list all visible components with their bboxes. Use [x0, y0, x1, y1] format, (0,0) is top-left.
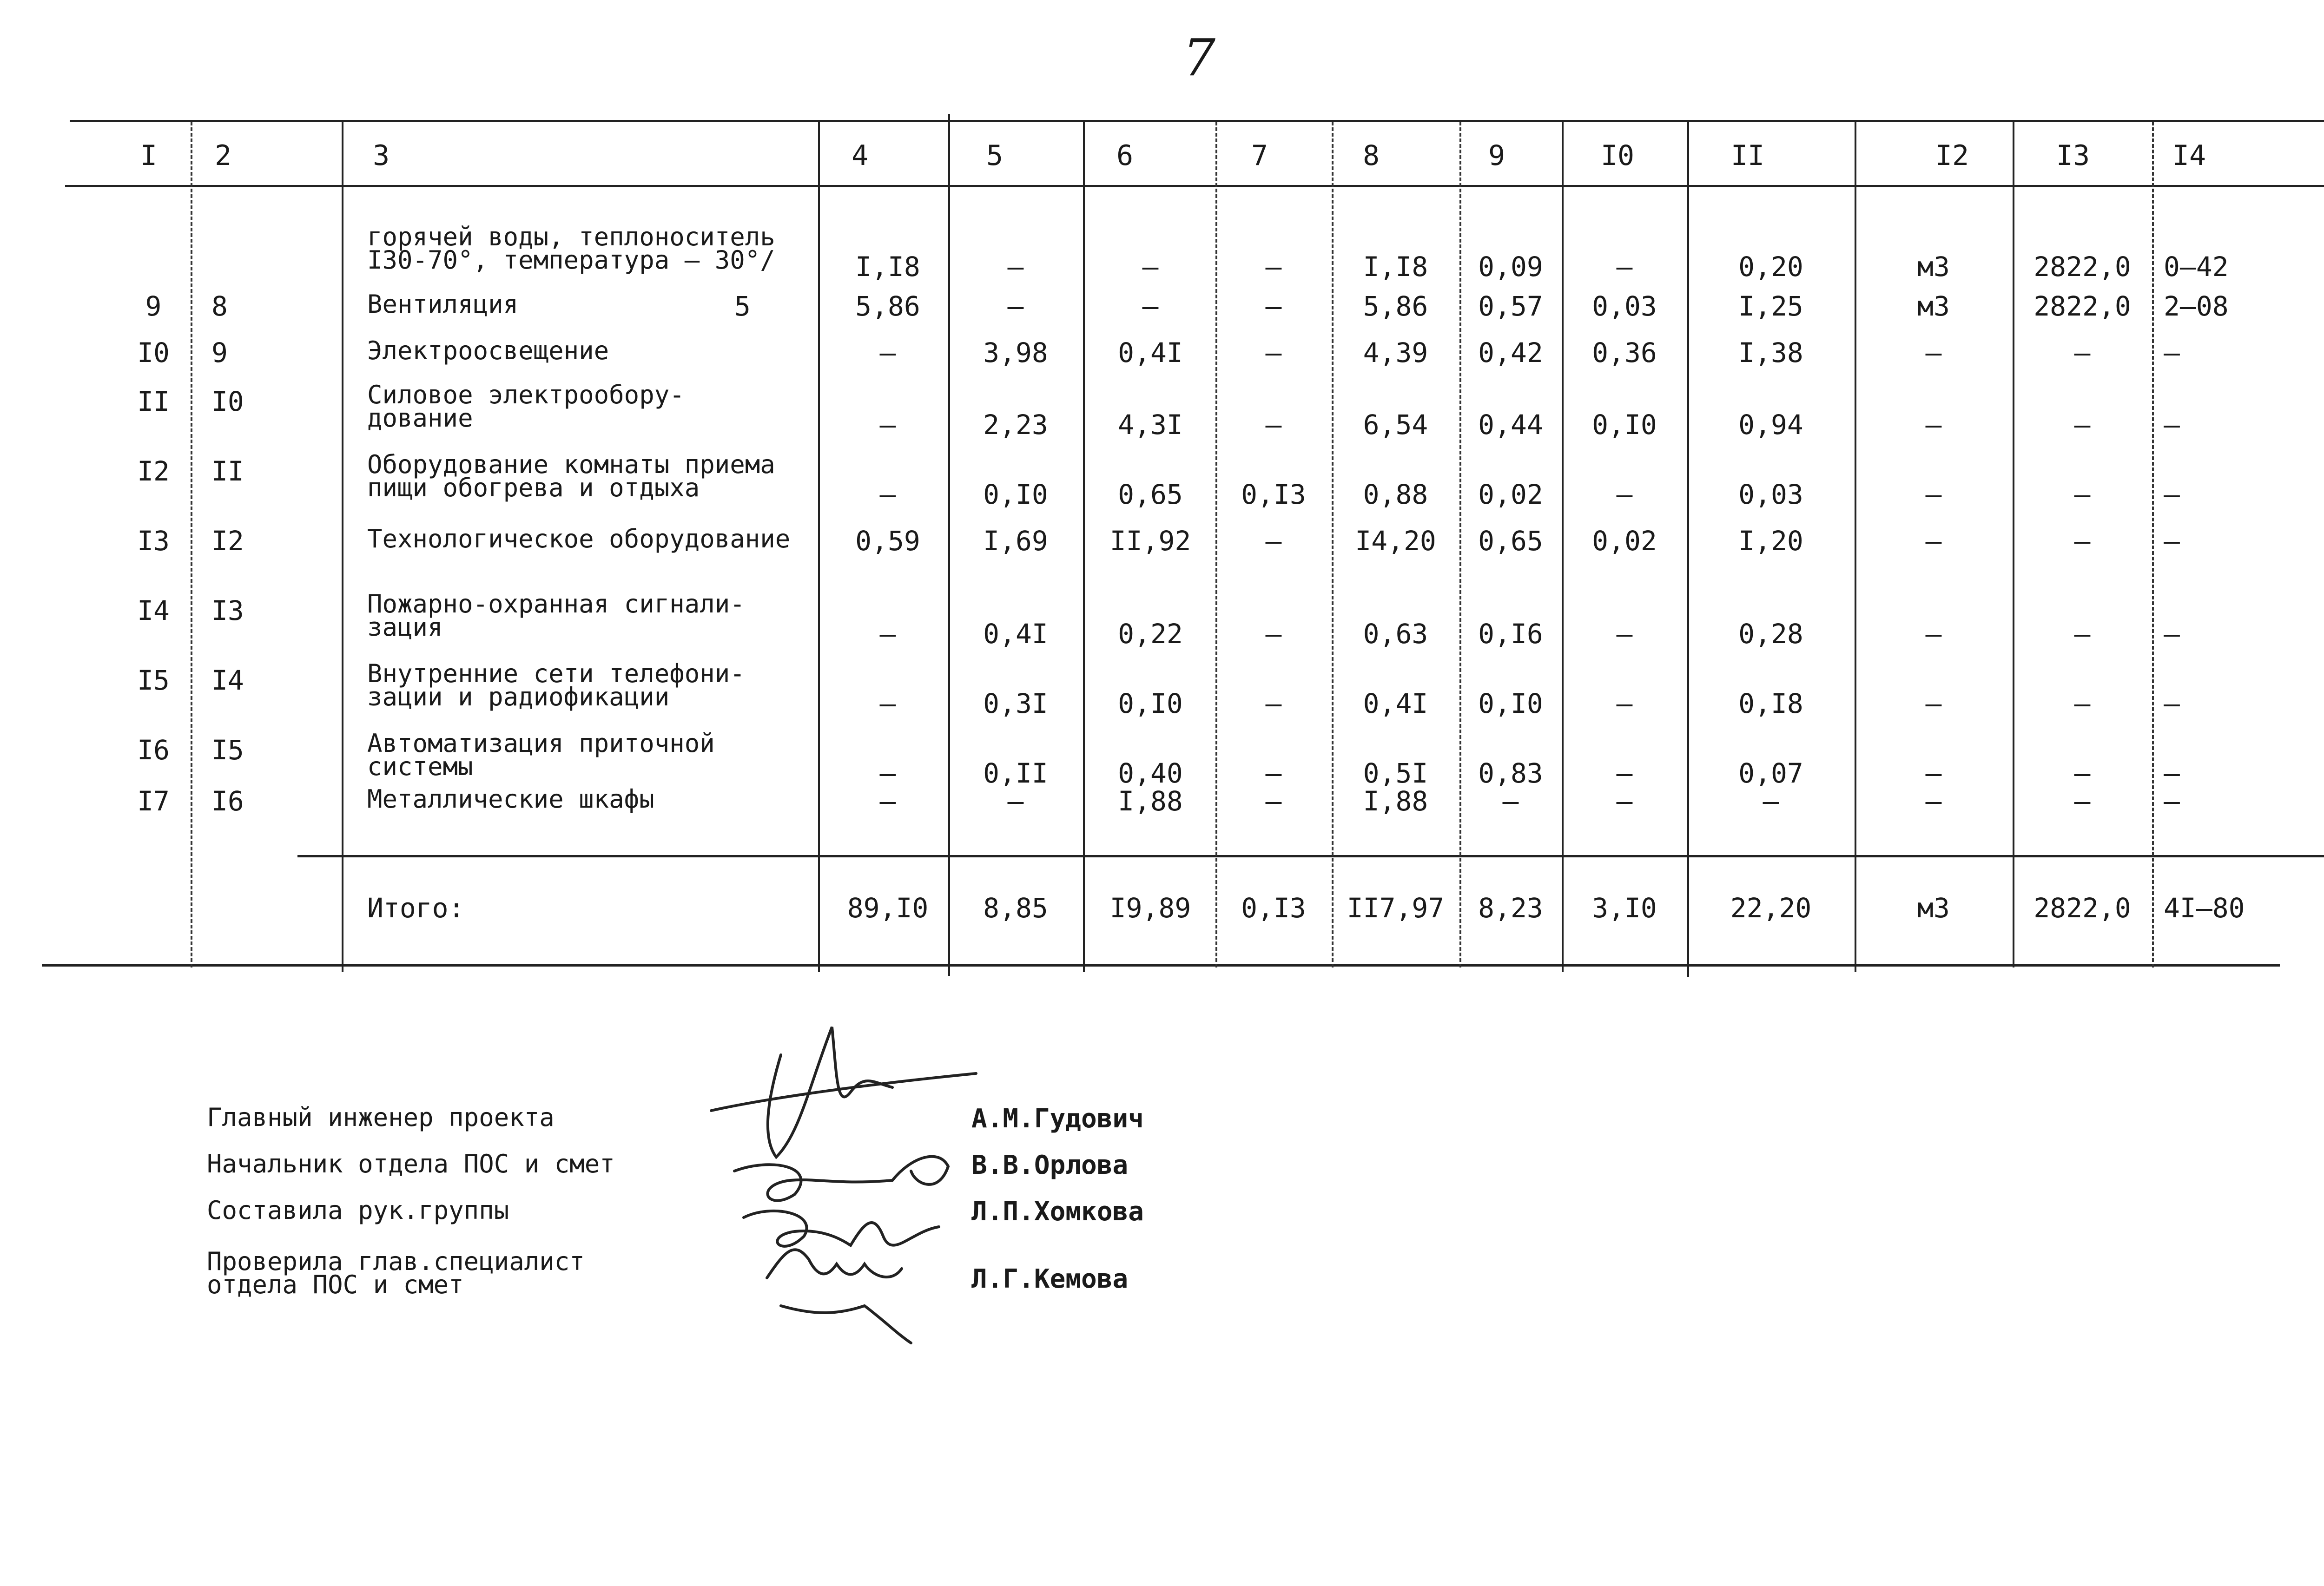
total-label: Итого: — [367, 892, 465, 924]
row-number: I7 — [137, 785, 170, 817]
table-bottom-rule — [42, 964, 2280, 967]
total-cell: 4I–80 — [2164, 892, 2245, 924]
col-divider — [342, 122, 343, 972]
row-code: II — [211, 455, 244, 487]
row-number: II — [137, 386, 170, 417]
header-cell: 7 — [1251, 139, 1268, 172]
description-line: дование — [367, 403, 473, 433]
table-cell: I,88 — [1118, 785, 1183, 817]
header-cell: 5 — [986, 139, 1004, 172]
table-cell: – — [1142, 290, 1159, 322]
header-cell: 3 — [372, 139, 390, 172]
row-code: 9 — [211, 337, 228, 369]
table-cell: – — [1925, 688, 1942, 719]
description-line: Металлические шкафы — [367, 784, 654, 814]
table-cell: I,69 — [983, 525, 1048, 557]
header-cell: I — [140, 139, 158, 172]
page-number: 7 — [1183, 28, 1215, 87]
signatory-title — [207, 1247, 585, 1299]
table-cell: – — [1007, 290, 1024, 322]
table-cell: 0,36 — [1592, 337, 1657, 369]
row-number: I3 — [137, 525, 170, 557]
header-cell: I2 — [1935, 139, 1969, 172]
signatory-name: Л.П.Хомкова — [971, 1197, 1144, 1227]
table-cell: – — [1925, 479, 1942, 510]
description-line: Пожарно-охранная сигнали- — [367, 589, 745, 619]
description-line: горячей воды, теплоноситель — [367, 222, 775, 251]
table-cell: – — [1265, 409, 1282, 441]
table-cell: – — [1616, 688, 1633, 719]
table-cell: 0,4I — [983, 618, 1048, 650]
row-description — [367, 784, 654, 814]
row-description — [367, 336, 609, 365]
table-cell: – — [1925, 409, 1942, 441]
table-cell: – — [1925, 618, 1942, 650]
signatory-title — [207, 1149, 615, 1178]
table-cell: 0,40 — [1118, 757, 1183, 789]
table-cell: – — [2164, 525, 2180, 557]
table-cell: 0,20 — [1738, 251, 1803, 283]
table-cell: 0,28 — [1738, 618, 1803, 650]
table-cell: II,92 — [1109, 525, 1191, 557]
table-cell: – — [2074, 688, 2091, 719]
table-cell: – — [1616, 618, 1633, 650]
signatory-title-line: отдела ПОС и смет — [207, 1270, 464, 1299]
col-divider — [818, 122, 820, 972]
table-cell: 4,3I — [1118, 409, 1183, 441]
table-cell: 0,I8 — [1738, 688, 1803, 719]
table-cell: 2822,0 — [2034, 251, 2131, 283]
row-description — [367, 524, 791, 553]
table-cell: м3 — [1917, 290, 1950, 322]
signatory-name: В.В.Орлова — [971, 1150, 1129, 1180]
signatory-title — [207, 1196, 509, 1225]
total-cell: 0,I3 — [1241, 892, 1306, 924]
table-cell: – — [2074, 479, 2091, 510]
table-cell: – — [2164, 479, 2180, 510]
table-cell: – — [1265, 251, 1282, 283]
signatory-title — [207, 1103, 555, 1132]
table-cell: – — [879, 785, 896, 817]
header-cell: I4 — [2172, 139, 2206, 172]
row-number: I2 — [137, 455, 170, 487]
signatory-title-line: Проверила глав.специалист — [207, 1247, 585, 1276]
table-cell: 2–08 — [2164, 290, 2229, 322]
table-cell: 0,42 — [1478, 337, 1543, 369]
row-code: I4 — [211, 665, 244, 696]
header-cell: 2 — [214, 139, 232, 172]
table-cell: – — [1925, 785, 1942, 817]
table-cell: – — [2164, 785, 2180, 817]
description-line: I30-70°, температура – 30°/ — [367, 245, 775, 275]
table-cell: м3 — [1917, 251, 1950, 283]
total-cell: II7,97 — [1347, 892, 1445, 924]
table-cell: 0,I6 — [1478, 618, 1543, 650]
table-cell: 0,65 — [1478, 525, 1543, 557]
table-cell: 0,II — [983, 757, 1048, 789]
row-extra: 5 — [734, 290, 751, 322]
signatory-title-line: Начальник отдела ПОС и смет — [207, 1149, 615, 1178]
table-cell: – — [1616, 251, 1633, 283]
signatory-title-line: Составила рук.группы — [207, 1196, 509, 1225]
description-line: Электроосвещение — [367, 336, 609, 365]
table-cell: 0,83 — [1478, 757, 1543, 789]
table-cell: I4,20 — [1355, 525, 1436, 557]
col-divider — [191, 122, 192, 967]
table-cell: – — [1925, 525, 1942, 557]
handwritten-signatures — [697, 1018, 985, 1352]
signatory-name: Л.Г.Кемова — [971, 1264, 1129, 1294]
table-cell: – — [1265, 785, 1282, 817]
total-cell: м3 — [1917, 892, 1950, 924]
table-cell: – — [879, 757, 896, 789]
table-cell: – — [1265, 688, 1282, 719]
table-cell: I,88 — [1363, 785, 1428, 817]
table-cell: – — [1007, 785, 1024, 817]
row-code: I5 — [211, 734, 244, 766]
row-description — [367, 380, 685, 433]
table-cell: 0,63 — [1363, 618, 1428, 650]
table-cell: – — [2074, 785, 2091, 817]
table-cell: – — [879, 479, 896, 510]
row-number: I5 — [137, 665, 170, 696]
table-cell: 0,44 — [1478, 409, 1543, 441]
table-cell: I,20 — [1738, 525, 1803, 557]
row-code: 8 — [211, 290, 228, 322]
table-cell: 5,86 — [855, 290, 920, 322]
table-cell: – — [1616, 479, 1633, 510]
table-cell: 0,4I — [1118, 337, 1183, 369]
table-cell: 0,65 — [1118, 479, 1183, 510]
description-line: Автоматизация приточной — [367, 729, 715, 758]
table-cell: 0,I3 — [1241, 479, 1306, 510]
table-cell: 3,98 — [983, 337, 1048, 369]
table-cell: 0,4I — [1363, 688, 1428, 719]
table-cell: 0,94 — [1738, 409, 1803, 441]
table-cell: 6,54 — [1363, 409, 1428, 441]
table-cell: – — [1265, 525, 1282, 557]
total-cell: 8,85 — [983, 892, 1048, 924]
table-cell: 2822,0 — [2034, 290, 2131, 322]
table-cell: 0,09 — [1478, 251, 1543, 283]
row-code: I6 — [211, 785, 244, 817]
total-cell: 2822,0 — [2034, 892, 2131, 924]
description-line: Вентиляция — [367, 290, 519, 319]
table-cell: – — [879, 618, 896, 650]
description-line: Силовое электрообору- — [367, 380, 685, 409]
table-cell: – — [1616, 785, 1633, 817]
row-description — [367, 222, 775, 275]
table-cell: – — [2164, 337, 2180, 369]
row-description — [367, 659, 745, 711]
table-cell: 2,23 — [983, 409, 1048, 441]
header-cell: II — [1730, 139, 1765, 172]
table-cell: 0,I0 — [1592, 409, 1657, 441]
table-cell: I,I8 — [855, 251, 920, 283]
signatory-title-line: Главный инженер проекта — [207, 1103, 555, 1132]
table-cell: – — [1925, 757, 1942, 789]
table-cell: – — [1007, 251, 1024, 283]
row-number: 9 — [145, 290, 162, 322]
row-description — [367, 290, 519, 319]
table-cell: 0,22 — [1118, 618, 1183, 650]
total-top-rule — [297, 855, 2324, 857]
row-code: I2 — [211, 525, 244, 557]
total-cell: 22,20 — [1730, 892, 1812, 924]
table-cell: – — [1265, 337, 1282, 369]
table-cell: I,I8 — [1363, 251, 1428, 283]
table-cell: 0,I0 — [1478, 688, 1543, 719]
table-cell: I,38 — [1738, 337, 1803, 369]
table-cell: – — [879, 409, 896, 441]
row-number: I0 — [137, 337, 170, 369]
table-cell: 5,86 — [1363, 290, 1428, 322]
table-cell: 0,5I — [1363, 757, 1428, 789]
table-cell: – — [2164, 409, 2180, 441]
row-description — [367, 729, 715, 781]
description-line: зация — [367, 612, 443, 642]
table-cell: – — [2074, 525, 2091, 557]
row-code: I3 — [211, 595, 244, 626]
table-cell: – — [1265, 757, 1282, 789]
table-cell: – — [1616, 757, 1633, 789]
table-cell: – — [2164, 688, 2180, 719]
header-cell: I3 — [2056, 139, 2090, 172]
table-cell: – — [1925, 337, 1942, 369]
header-cell: 8 — [1362, 139, 1380, 172]
table-cell: 0,57 — [1478, 290, 1543, 322]
table-top-rule — [70, 120, 2324, 122]
row-number: I4 — [137, 595, 170, 626]
header-cell: 4 — [851, 139, 869, 172]
table-cell: – — [1502, 785, 1519, 817]
table-cell: – — [2074, 409, 2091, 441]
description-line: пищи обогрева и отдыха — [367, 473, 700, 502]
col-divider — [2152, 122, 2154, 967]
header-cell: 6 — [1116, 139, 1134, 172]
table-cell: 0,03 — [1592, 290, 1657, 322]
table-cell: – — [2164, 618, 2180, 650]
table-cell: – — [2164, 757, 2180, 789]
table-cell: – — [1763, 785, 1779, 817]
table-cell: – — [1265, 618, 1282, 650]
header-cell: 9 — [1488, 139, 1505, 172]
header-cell: I0 — [1600, 139, 1635, 172]
table-cell: – — [2074, 618, 2091, 650]
table-cell: 4,39 — [1363, 337, 1428, 369]
table-cell: 0,07 — [1738, 757, 1803, 789]
table-cell: – — [1265, 290, 1282, 322]
table-cell: 0,02 — [1592, 525, 1657, 557]
table-cell: I,25 — [1738, 290, 1803, 322]
table-cell: – — [2074, 337, 2091, 369]
table-cell: 0,02 — [1478, 479, 1543, 510]
table-cell: – — [2074, 757, 2091, 789]
row-description — [367, 589, 745, 642]
table-cell: 0,I0 — [983, 479, 1048, 510]
description-line: зации и радиофикации — [367, 682, 670, 711]
table-cell: 0,88 — [1363, 479, 1428, 510]
description-line: Оборудование комнаты приема — [367, 450, 775, 479]
table-cell: 0–42 — [2164, 251, 2229, 283]
header-bottom-rule — [65, 185, 2324, 187]
table-cell: – — [879, 688, 896, 719]
table-cell: 0,03 — [1738, 479, 1803, 510]
table-cell: 0,3I — [983, 688, 1048, 719]
row-code: I0 — [211, 386, 244, 417]
row-number: I6 — [137, 734, 170, 766]
row-description — [367, 450, 775, 502]
table-cell: – — [1142, 251, 1159, 283]
signatory-name: А.М.Гудович — [971, 1104, 1144, 1134]
description-line: Технологическое оборудование — [367, 524, 791, 553]
total-cell: 3,I0 — [1592, 892, 1657, 924]
table-cell: – — [879, 337, 896, 369]
table-cell: 0,I0 — [1118, 688, 1183, 719]
table-cell: 0,59 — [855, 525, 920, 557]
total-cell: 89,I0 — [847, 892, 929, 924]
total-cell: I9,89 — [1109, 892, 1191, 924]
description-line: Внутренние сети телефони- — [367, 659, 745, 688]
description-line: системы — [367, 752, 473, 781]
total-cell: 8,23 — [1478, 892, 1543, 924]
